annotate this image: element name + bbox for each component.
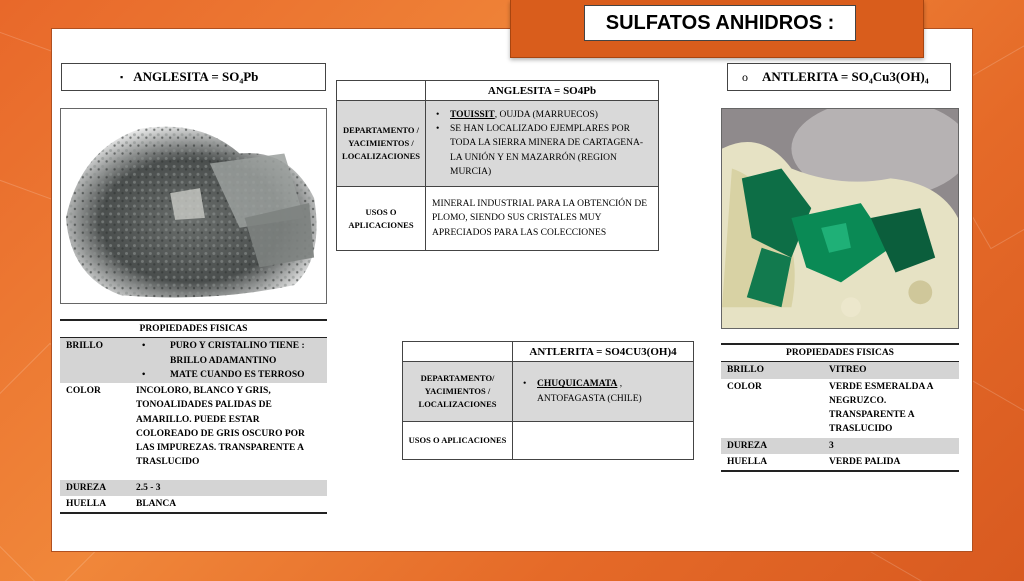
anglesita-label-text: ANGLESITA = SO₄Pb (133, 69, 259, 84)
anglesita-info-table (336, 80, 659, 251)
antlerita-dept-value (513, 362, 694, 422)
circle-bullet-icon: o (742, 69, 748, 84)
anglesita-props-header: PROPIEDADES FISICAS (60, 320, 327, 338)
dureza-label: DUREZA (721, 438, 823, 454)
dureza-value: 2.5 - 3 (130, 480, 327, 496)
brillo-label: BRILLO (60, 338, 130, 383)
dureza-value: 3 (823, 438, 959, 454)
anglesita-uses-value: MINERAL INDUSTRIAL PARA LA OBTENCIÓN DE PLOMO, SIENDO SUS CRISTALES MUY APRECIADOS PARA LAS COLECCIONES (426, 187, 659, 251)
antlerita-uses-label: USOS O APLICACIONES (403, 422, 513, 460)
huella-label: HUELLA (727, 456, 768, 467)
huella-value: BLANCA (136, 498, 177, 509)
color-value: VERDE ESMERALDA A NEGRUZCO. TRANSPARENTE A TRASLUCIDO (829, 381, 933, 435)
list-item: • PURO Y CRISTALINO TIENE : BRILLO ADAMANTINO (136, 339, 321, 368)
antlerita-props-header: PROPIEDADES FISICAS (721, 344, 959, 362)
color-label: COLOR (66, 386, 101, 396)
anglesita-label (61, 63, 326, 91)
antlerita-uses-value (513, 422, 694, 460)
anglesita-photo (60, 108, 327, 304)
color-value: INCOLORO, BLANCO Y GRIS, TONOALIDADES PALIDAS DE AMARILLO. PUEDE ESTAR COLOREADO DE GRIS OSCURO POR LAS IMPUREZAS. TRANSPARENTE A TRASLUCIDO (136, 386, 305, 468)
huella-value: VERDE PALIDA (829, 456, 901, 467)
anglesita-table-header: ANGLESITA = SO4Pb (426, 81, 659, 101)
huella-label: HUELLA (66, 498, 107, 509)
brillo-value: VITREO (823, 362, 959, 379)
list-item: • MATE CUANDO ES TERROSO (136, 368, 321, 382)
color-label: COLOR (727, 381, 762, 392)
antlerita-photo (721, 108, 959, 329)
anglesita-properties-table (60, 319, 327, 514)
antlerita-dept-label: DEPARTAMENTO/ YACIMIENTOS / LOCALIZACIONES (403, 362, 513, 422)
list-item: • CHUQUICAMATA , ANTOFAGASTA (CHILE) (519, 377, 687, 406)
antlerita-table-header: ANTLERITA = SO4CU3(OH)4 (513, 342, 694, 362)
antlerita-info-table (402, 341, 694, 460)
antlerita-properties-table (721, 343, 959, 472)
brillo-label: BRILLO (721, 362, 823, 379)
page-title: SULFATOS ANHIDROS : (584, 5, 856, 41)
list-item: • TOUISSIT, OUJDA (MARRUECOS) (432, 108, 652, 122)
dureza-label: DUREZA (60, 480, 130, 496)
list-item: • SE HAN LOCALIZADO EJEMPLARES POR TODA LA SIERRA MINERA DE CARTAGENA-LA UNIÓN Y EN MAZARRÓN (REGION MURCIA) (432, 122, 652, 179)
antlerita-label-text: ANTLERITA = SO₄Cu3(OH)₄ (762, 69, 929, 84)
anglesita-dept-value (426, 101, 659, 187)
square-bullet-icon: ▪ (120, 72, 124, 82)
antlerita-label (727, 63, 951, 91)
anglesita-uses-label: USOS O APLICACIONES (337, 187, 426, 251)
anglesita-dept-label: DEPARTAMENTO / YACIMIENTOS / LOCALIZACIONES (337, 101, 426, 187)
brillo-value (130, 338, 327, 383)
